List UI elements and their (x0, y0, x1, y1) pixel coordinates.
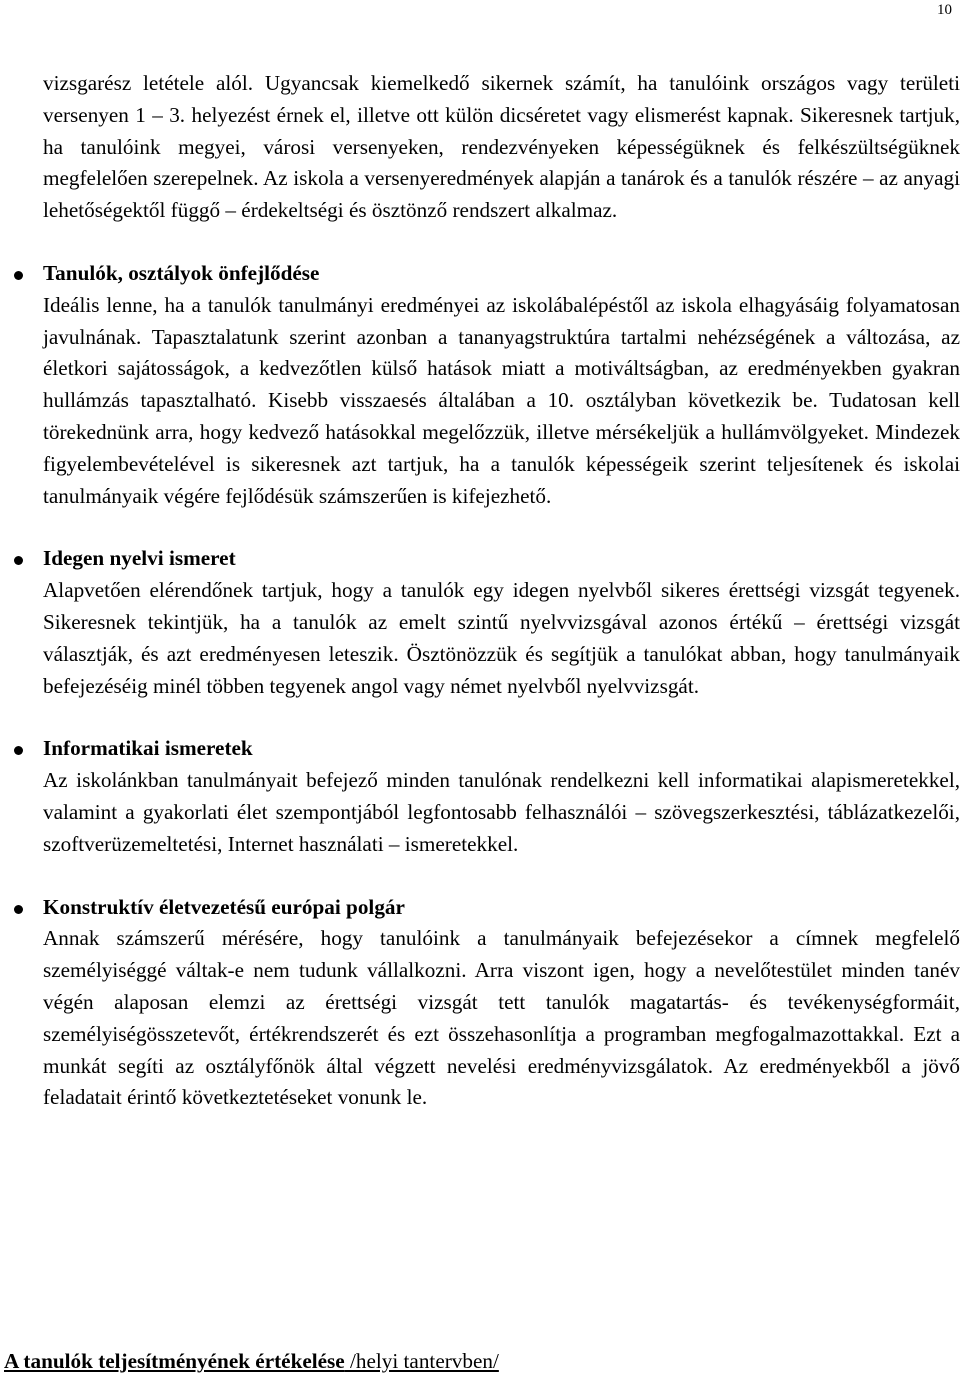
intro-paragraph: vizsgarész letétele alól. Ugyancsak kiemelkedő sikernek számít, ha tanulóink országos vagy területi versenyen 1 – 3. helyezést érnek el, illetve ott külön dicséretet vagy elismerést kapnak. Sikeresnek tartjuk, ha tanulóink megyei, városi versenyeken, rendezvényeken képességüknek és felkészültségüknek megfelelően szerepelnek. Az iskola a versenyeredmények alapján a tanárok és a tanulók részére – az anyagi lehetőségektől függő – érdekeltségi és ösztönző rendszert alkalmaz. (43, 71, 960, 223)
bullet-icon (14, 746, 23, 755)
section-text: Ideális lenne, ha a tanulók tanulmányi eredményei az iskolábalépéstől az iskola elhagyásáig folyamatosan javulnának. Tapasztalatunk szerint azonban a tananyagstruktúra tartalmi nehézségének a változása, az életkori sajátosságok, a kedvezőtlen külső hatások miatt a motiváltságban, az eredményekben gyakran hullámzás tapasztalható. Kisebb visszaesés általában a 10. osztályban következik be. Tudatosan kell törekednünk arra, hogy kedvező hatásokkal megelőzzük, illetve mérsékeljük a hullámvölgyeket. Mindezek figyelembevételével is sikeresnek azt tartjuk, ha a tanulók képességeik szerint teljesítenek és iskolai tanulmányaik végére fejlődésük számszerűen is kifejezhető. (43, 292, 960, 508)
section-heading: Informatikai ismeretek (43, 736, 253, 761)
section-text: Annak számszerű mérésére, hogy tanulóink a tanulmányaik befejezésekor a címnek megfelelő személyiséggé váltak-e nem tudunk vállalkozni. Arra viszont igen, hogy a nevelőtestület minden tanév végén alaposan elemzi az érettségi vizsgát tett tanulók magatartás- és tevékenységformáit, személyiségösszetevőt, értékrendszerét és ezt összehasonlítja a programban megfogalmazottakkal. Ezt a munkát segíti az osztályfőnök által végzett nevelési eredményvizsgálatok. Az eredményekből a jövő feladatait érintő következtetéseket vonunk le. (43, 926, 960, 1110)
section-it-knowledge (43, 733, 960, 860)
section-foreign-language (43, 543, 960, 702)
section-text: Az iskolánkban tanulmányait befejező minden tanulónak rendelkezni kell informatikai alapismeretekkel, valamint a gyakorlati élet szempontjából legfontosabb felhasználói – szövegszerkesztési, táblázatkezelői, szoftverüzemeltetési, Internet használati – ismeretekkel. (43, 768, 960, 856)
section-self-development (43, 258, 960, 512)
bullet-icon (14, 271, 23, 280)
section-heading: Idegen nyelvi ismeret (43, 546, 236, 571)
bullet-icon (14, 905, 23, 914)
final-heading-bold: A tanulók teljesítményének értékelése (4, 1349, 345, 1373)
section-heading: Konstruktív életvezetésű európai polgár (43, 894, 405, 919)
section-european-citizen (43, 892, 960, 1115)
page-number: 10 (937, 2, 952, 18)
final-heading (4, 1346, 499, 1378)
section-heading: Tanulók, osztályok önfejlődése (43, 260, 320, 285)
bullet-icon (14, 556, 23, 565)
document-body (43, 68, 960, 1114)
section-text: Alapvetően elérendőnek tartjuk, hogy a tanulók egy idegen nyelvből sikeres érettségi vizsgát tegyenek. Sikeresnek tekintjük, ha a tanulók az emelt szintű nyelvvizsgával azonos értékű – érettségi vizsgát választják, és azt eredményesen leteszik. Ösztönözzük és segítjük a tanulókat abban, hogy tanulmányaik befejezéséig minél többen tegyenek angol vagy német nyelvből nyelvvizsgát. (43, 578, 960, 698)
final-heading-note: /helyi tantervben/ (344, 1349, 499, 1373)
